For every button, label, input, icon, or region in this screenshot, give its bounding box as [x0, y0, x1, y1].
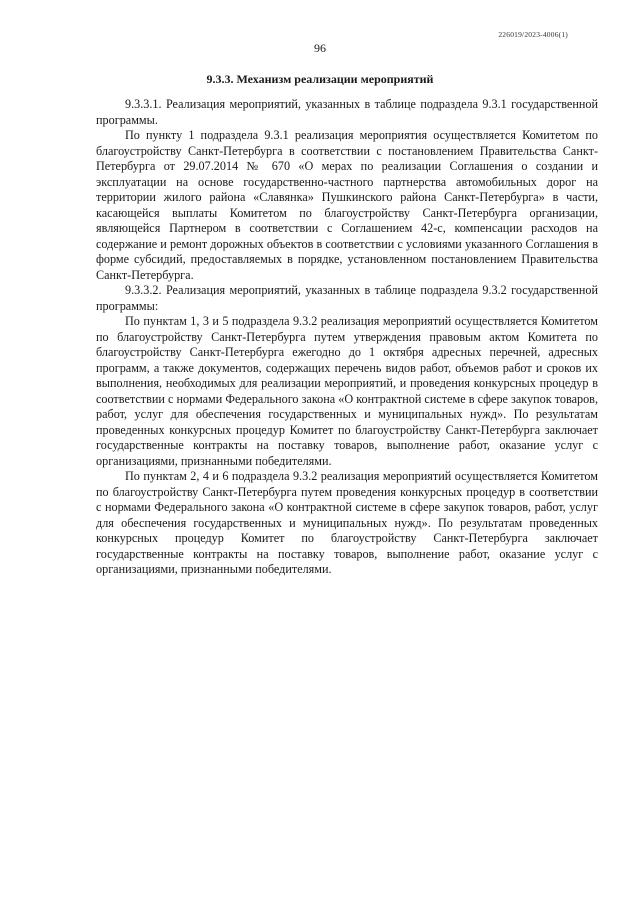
document-body: [96, 97, 598, 578]
section-title: 9.3.3. Механизм реализации мероприятий: [206, 72, 434, 86]
paragraph-9-3-3-1: 9.3.3.1. Реализация мероприятий, указанных в таблице подраздела 9.3.1 государственной программы.: [96, 97, 598, 127]
paragraph-items-2-4-6: По пунктам 2, 4 и 6 подраздела 9.3.2 реализация мероприятий осуществляется Комитетом по благоустройству Санкт-Петербурга путем проведения конкурсных процедур в соответствии с нормами Федерального закона «О контрактной системе в сфере закупок товаров, работ, услуг для обеспечения государственных и муниципальных нужд». По результатам проведенных конкурсных процедур Комитет по благоустройству Санкт-Петербурга заключает государственные контракты на поставку товаров, выполнение работ, оказание услуг с организациями, признанными победителями.: [96, 469, 598, 576]
document-id: 226019/2023-4006(1): [498, 30, 568, 39]
paragraph-9-3-3-2: 9.3.3.2. Реализация мероприятий, указанных в таблице подраздела 9.3.2 государственной программы:: [96, 283, 598, 313]
page-number: 96: [314, 41, 326, 55]
paragraph-item-1: По пункту 1 подраздела 9.3.1 реализация мероприятия осуществляется Комитетом по благоустройству Санкт-Петербурга в соответствии с постановлением Правительства Санкт-Петербурга от 29.07.2014 № 670 «О мерах по реализации Соглашения о создании и эксплуатации на основе государственно-частного партнерства автомобильных дорог на территории жилого района «Славянка» Пушкинского района Санкт-Петербурга» в части, касающейся выплаты Комитетом по благоустройству Санкт-Петербурга организации, являющейся Партнером в соответствии с Соглашением 42-с, компенсации расходов на содержание и ремонт дорожных объектов в соответствии с условиями указанного Соглашения в форме субсидий, предоставляемых в порядке, установленном постановлением Правительства Санкт-Петербурга.: [96, 128, 598, 282]
paragraph-items-1-3-5: По пунктам 1, 3 и 5 подраздела 9.3.2 реализация мероприятий осуществляется Комитетом по благоустройству Санкт-Петербурга путем утверждения правовым актом Комитета по благоустройству Санкт-Петербурга ежегодно до 1 октября адресных перечней, адресных программ, а также документов, содержащих перечень видов работ, объемов работ и сроков их выполнения, необходимых для реализации мероприятий, и проведения конкурсных процедур в соответствии с нормами Федерального закона «О контрактной системе в сфере закупок товаров, работ, услуг для обеспечения государственных и муниципальных нужд». По результатам проведенных конкурсных процедур Комитет по благоустройству Санкт-Петербурга заключает государственные контракты на поставку товаров, выполнение работ, оказание услуг с организациями, признанными победителями.: [96, 314, 598, 468]
